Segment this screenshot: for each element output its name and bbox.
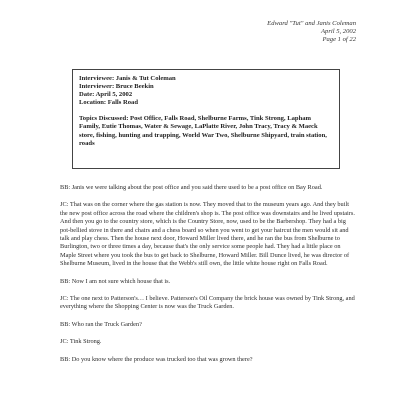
transcript-paragraph: JC: The one next to Patterson's… I believe. Patterson's Oil Company the brick house was owned by Tink Strong, and everything where the Shopping Center is now was the Truck Garden.	[60, 295, 355, 311]
interview-info-box	[72, 69, 340, 169]
transcript-paragraph: BB: Do you know where the produce was trucked too that was grown there?	[60, 355, 253, 363]
location-line: Location: Falls Road	[79, 99, 138, 107]
date-line: Date: April 5, 2002	[79, 91, 133, 99]
transcript-paragraph: JC: That was on the corner where the gas station is now. They moved that to the museum years ago. And they built the new post office across the road where the children's shop is. The post office was downstairs and he lived upstairs. And then you go to the country store, which is the Country Store, now, used to be the Barbershop. They had a big pot-bellied stove in there and chairs and a chess board so when you went to get your haircut the men would sit and talk and play chess. Then the house next door, Howard Miller lived there, and he ran the bus from Shelburne to Burlington, two or three times a day, because that's the only service some people had. They had a little place on Maple Street where you took the bus to get back to Shelburne, Howard Miller. Bill Dunce lived, he was director of Shelburne Museum, lived in the house that the Webb's still own, the little white house right on Falls Road.	[60, 201, 355, 268]
transcript-body	[60, 184, 356, 373]
transcript-paragraph: BB: Janis we were talking about the post office and you said there used to be a post office on Bay Road.	[60, 184, 323, 191]
interviewer-line: Interviewer: Bruce Beekin	[79, 83, 154, 91]
transcript-paragraph: BB: Who ran the Truck Garden?	[60, 320, 142, 328]
header-date: April 5, 2002	[321, 28, 356, 36]
page-header	[267, 20, 356, 45]
transcript-paragraph: BB: Now I am not sure which house that is.	[60, 277, 171, 285]
transcript-paragraph: JC: Tink Strong.	[60, 338, 102, 346]
header-names: Edward "Tut" and Janis Coleman	[267, 20, 356, 27]
topics-discussed: Topics Discussed: Post Office, Falls Road, Shelburne Farms, Tink Strong, Lapham Family, Eutie Thomas, Water & Sewage, LaPlatte River, John Tracy, Tracy & Maeck store, fishing, hunting and trapping, World War Two, Shelburne Shipyard, train station, roads	[79, 115, 327, 147]
interviewee-line: Interviewee: Janis & Tut Coleman	[79, 75, 176, 82]
header-page-number: Page 1 of 22	[322, 36, 356, 44]
interview-meta	[79, 75, 333, 107]
